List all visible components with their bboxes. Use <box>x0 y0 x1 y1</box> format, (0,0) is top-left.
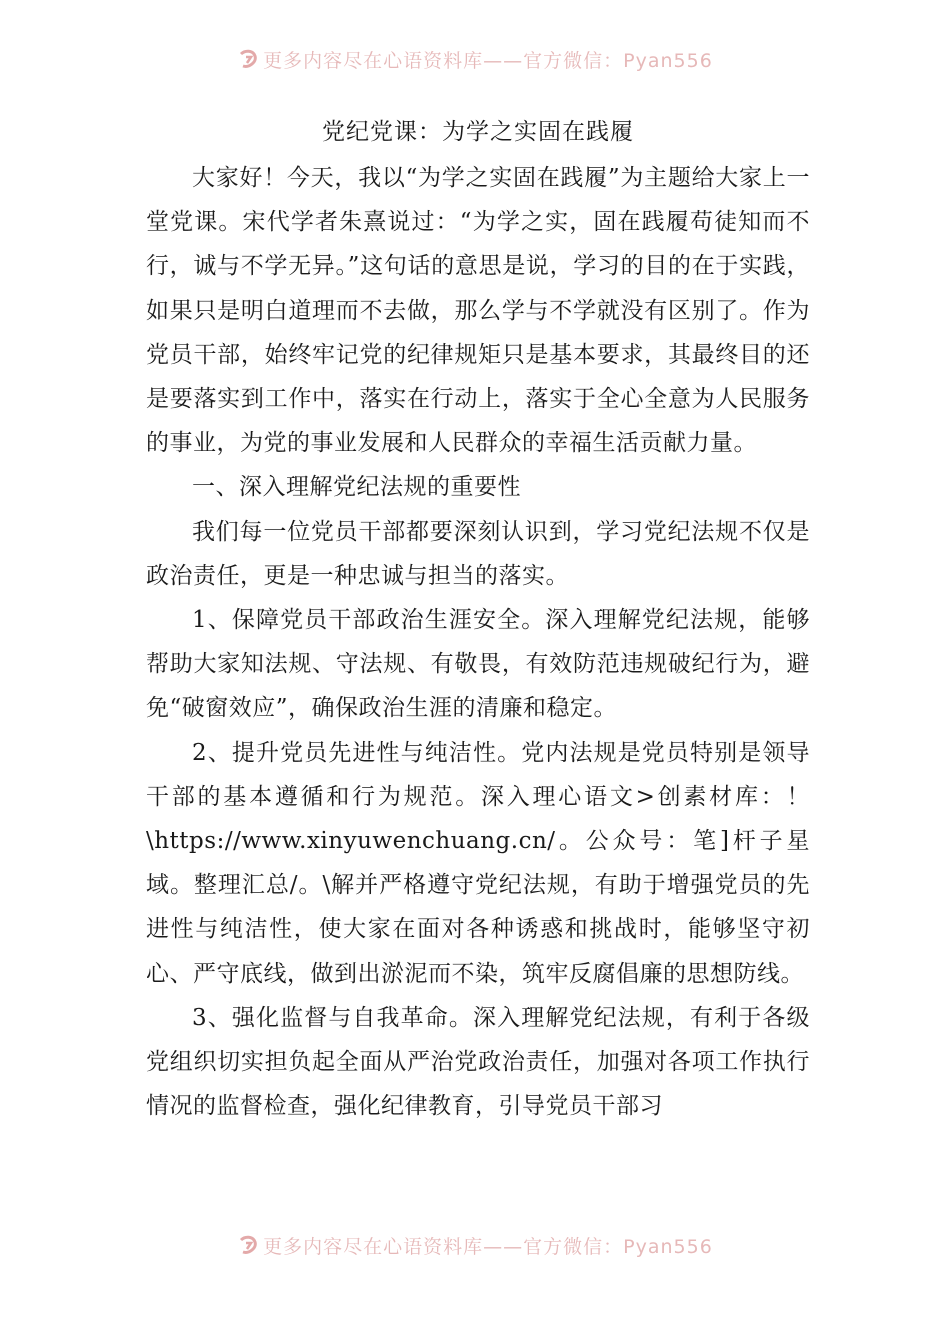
watermark-text: 更多内容尽在心语资料库——官方微信：Pyan556 <box>263 1235 713 1258</box>
paragraph-point-1: 1、保障党员干部政治生涯安全。深入理解党纪法规，能够帮助大家知法规、守法规、有敬畏，有效防范违规破纪行为，避免“破窗效应”，确保政治生涯的清廉和稳定。 <box>146 607 810 722</box>
paragraph-point-2: 2、提升党员先进性与纯洁性。党内法规是党员特别是领导干部的基本遵循和行为规范。深入理心语文>创素材库：！\https://www.xinyuwenchuang.cn/。公众号：笔]杆子星域。整理汇总/。\解并严格遵守党纪法规，有助于增强党员的先进性与纯洁性，使大家在面对各种诱惑和挑战时，能够坚守初心、严守底线，做到出淤泥而不染，筑牢反腐倡廉的思想防线。 <box>146 739 810 987</box>
watermark-logo-icon <box>237 48 259 70</box>
paragraph-point-3: 3、强化监督与自我革命。深入理解党纪法规，有利于各级党组织切实担负起全面从严治党政治责任，加强对各项工作执行情况的监督检查，强化纪律教育，引导党员干部习 <box>146 1004 810 1120</box>
header-watermark <box>0 44 950 74</box>
footer-watermark <box>0 1230 950 1260</box>
document-title: 党纪党课：为学之实固在践履 <box>322 119 634 145</box>
paragraph-section-intro: 我们每一位党员干部都要深刻认识到，学习党纪法规不仅是政治责任，更是一种忠诚与担当的落实。 <box>146 518 810 589</box>
section-heading-1: 一、深入理解党纪法规的重要性 <box>192 474 521 501</box>
watermark-logo-icon <box>237 1234 259 1256</box>
paragraph-intro: 大家好！今天，我以“为学之实固在践履”为主题给大家上一堂党课。宋代学者朱熹说过：“为学之实，固在践履苟徒知而不行，诚与不学无异。”这句话的意思是说，学习的目的在于实践，如果只是明白道理而不去做，那么学与不学就没有区别了。作为党员干部，始终牢记党的纪律规矩只是基本要求，其最终目的还是要落实到工作中，落实在行动上，落实于全心全意为人民服务的事业，为党的事业发展和人民群众的幸福生活贡献力量。 <box>146 165 810 457</box>
document-body <box>146 112 810 1128</box>
watermark-text: 更多内容尽在心语资料库——官方微信：Pyan556 <box>263 49 713 72</box>
